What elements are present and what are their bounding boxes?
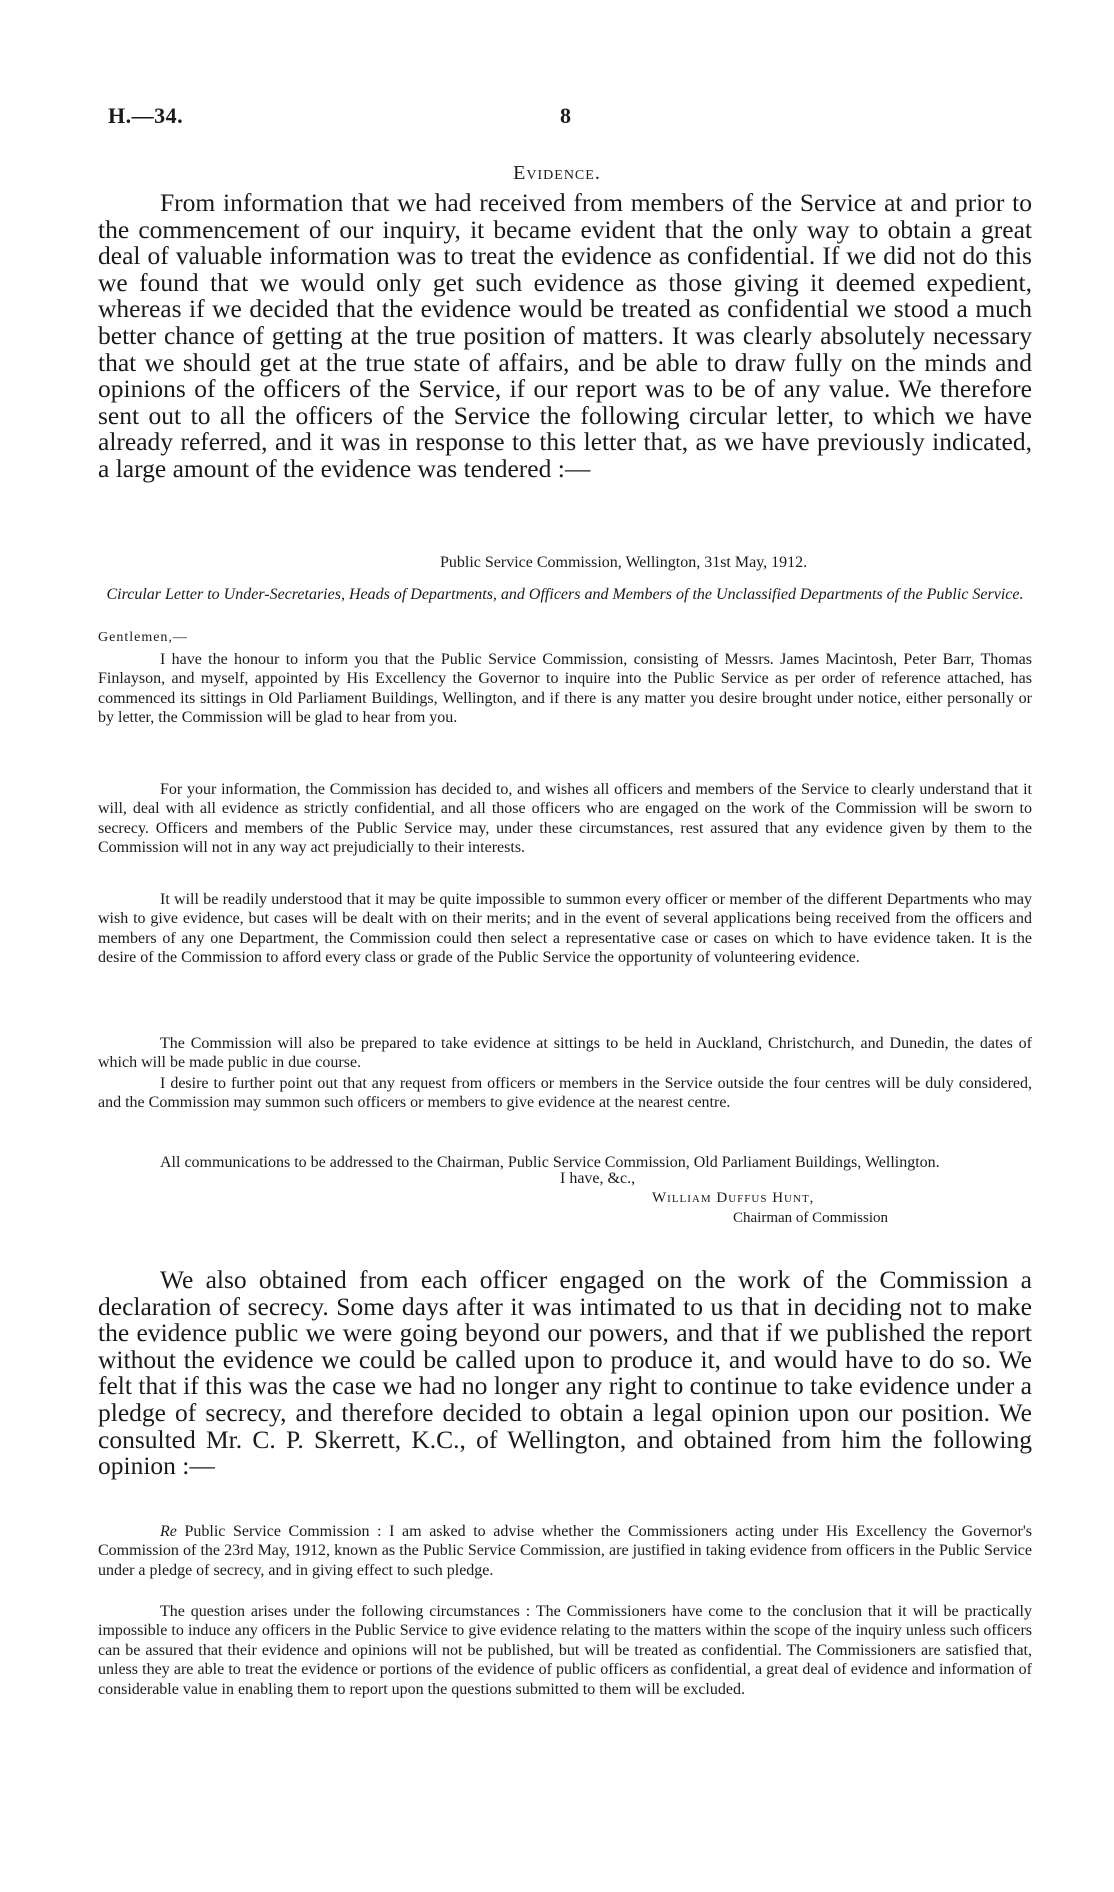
- letter-date-line: Public Service Commission, Wellington, 31st May, 1912.: [440, 554, 808, 571]
- letter-paragraph-text: All communications to be addressed to the Chairman, Public Service Commission, Old Parliament Buildings, Wellington.: [160, 1154, 940, 1171]
- letter-salutation: Gentlemen,—: [98, 630, 188, 645]
- opinion-paragraph: [98, 1602, 1032, 1699]
- letter-paragraph-text: I desire to further point out that any request from officers or members in the Service outside the four centres will be duly considered, and the Commission may summon such officers or members to give evidence at the nearest centre.: [98, 1075, 1032, 1112]
- letter-paragraph: [98, 1074, 1032, 1113]
- letter-paragraph: [98, 780, 1032, 858]
- letter-paragraph: [98, 1034, 1032, 1073]
- opinion-text: Public Service Commission : I am asked to advise whether the Commissioners acting under His Excellency the Governor's Commission of the 23rd May, 1912, known as the Public Service Commission, are justified in taking evidence from officers in the Public Service under a pledge of secrecy, and in giving effect to such pledge.: [98, 1523, 1032, 1579]
- circular-letter-title: Circular Letter to Under-Secretaries, Heads of Departments, and Officers and Members of the Unclassified Departments of the Public Service.: [106, 586, 1024, 603]
- letter-paragraph-text: The Commission will also be prepared to take evidence at sittings to be held in Auckland, Christchurch, and Dunedin, the dates of which will be made public in due course.: [98, 1035, 1032, 1072]
- opinion-paragraph-text: [98, 1522, 1032, 1580]
- letter-paragraph-text: It will be readily understood that it may be quite impossible to summon every officer or member of the different Departments who may wish to give evidence, but cases will be dealt with on their merits; and in the event of several applications being received from the officers and members of any one Department, the Commission could then select a representative case or cases on which to have evidence taken. It is the desire of the Commission to afford every class or grade of the Public Service the opportunity of volunteering evidence.: [98, 891, 1032, 967]
- page-number: 8: [560, 103, 571, 128]
- signature-title: Chairman of Commission: [733, 1210, 888, 1226]
- letter-paragraph: [98, 890, 1032, 968]
- opinion-paragraph: [98, 1522, 1032, 1580]
- report-code: H.—34.: [108, 103, 184, 128]
- letter-closing: I have, &c.,: [560, 1170, 636, 1187]
- letter-paragraph-text: I have the honour to inform you that the Public Service Commission, consisting of Messrs. James Macintosh, Peter Barr, Thomas Finlayson, and myself, appointed by His Excellency the Governor to inquire into the Public Service as per order of reference attached, has commenced its sittings in Old Parliament Buildings, Wellington, and if there is any matter you desire brought under notice, either personally or by letter, the Commission will be glad to hear from you.: [98, 651, 1032, 727]
- opinion-paragraph-text: The question arises under the following circumstances : The Commissioners have come to the conclusion that it will be practically impossible to induce any officers in the Public Service to give evidence relating to the matters within the scope of the inquiry unless such officers can be assured that their evidence and opinions will not be published, but will be treated as confidential. The Commissioners are satisfied that, unless they are able to treat the evidence or portions of the evidence of public officers as confidential, a great deal of evidence and information of considerable value in enabling them to report upon the questions submitted to them will be excluded.: [98, 1603, 1032, 1698]
- letter-paragraph-text: For your information, the Commission has decided to, and wishes all officers and members of the Service to clearly understand that it will, deal with all evidence as strictly confidential, and all those officers who are engaged on the work of the Commission will be sworn to secrecy. Officers and members of the Public Service may, under these circumstances, rest assured that any evidence given by them to the Commission will not in any way act prejudicially to their interests.: [98, 781, 1032, 857]
- letter-paragraph: [98, 650, 1032, 728]
- signature-name: William Duffus Hunt,: [652, 1190, 815, 1206]
- secrecy-paragraph: We also obtained from each officer engaged on the work of the Commission a declaration of secrecy. Some days after it was intimated to us that in deciding not to make the evidence public we were going beyond our powers, and that if we published the report without the evidence we could be called upon to produce it, and would have to do so. We felt that if this was the case we had no longer any right to continue to take evidence under a pledge of secrecy, and therefore decided to obtain a legal opinion upon our position. We consulted Mr. C. P. Skerrett, K.C., of Wellington, and obtained from him the following opinion :—: [98, 1265, 1032, 1481]
- re-label: Re: [160, 1523, 177, 1540]
- intro-paragraph: From information that we had received from members of the Service at and prior to the commencement of our inquiry, it became evident that the only way to obtain a great deal of valuable information was to treat the evidence as confidential. If we did not do this we found that we would only get such evidence as those giving it deemed expedient, whereas if we decided that the evidence would be treated as confidential we stood a much better chance of getting at the true position of matters. It was clearly absolutely necessary that we should get at the true state of affairs, and be able to draw fully on the minds and opinions of the officers of the Service, if our report was to be of any value. We therefore sent out to all the officers of the Service the following circular letter, to which we have already referred, and it was in response to this letter that, as we have previously indicated, a large amount of the evidence was tendered :—: [98, 188, 1032, 483]
- section-title: Evidence.: [513, 162, 601, 184]
